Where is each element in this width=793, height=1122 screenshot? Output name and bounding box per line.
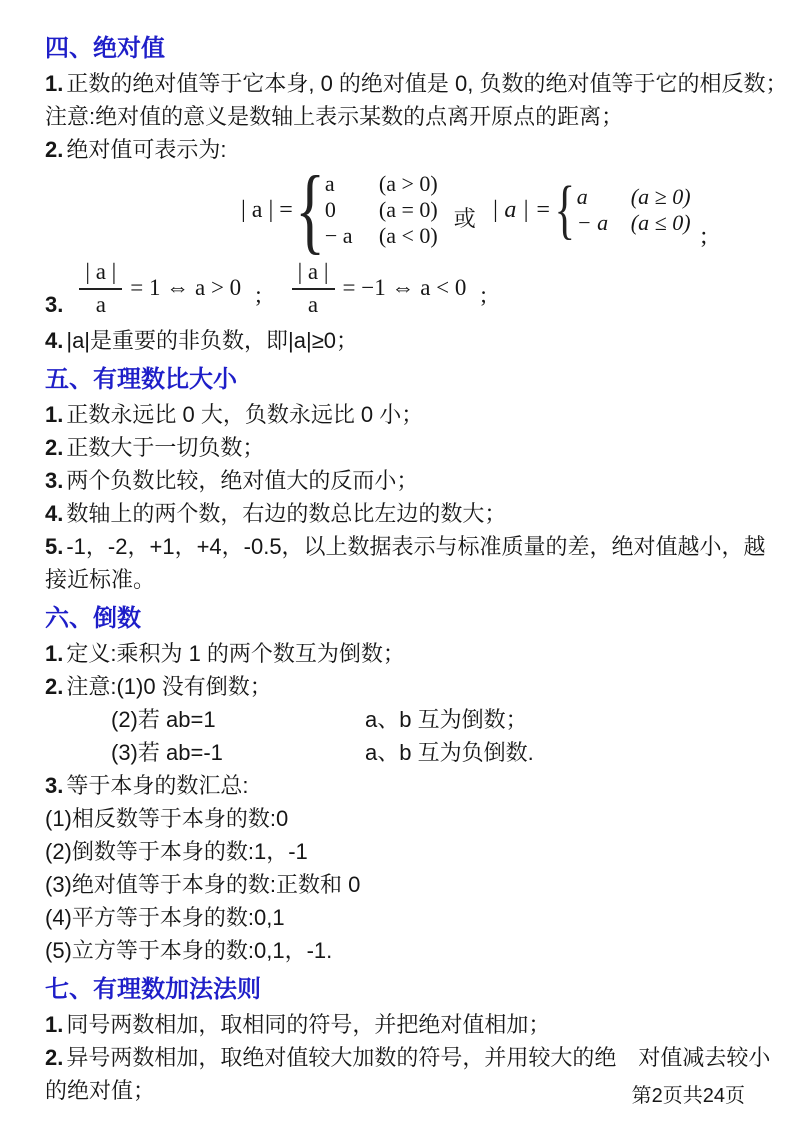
case-value: a [324,171,335,196]
condition-pair-row [45,703,785,736]
case-list [325,171,438,249]
item-number: 1. [45,402,64,427]
case-row [577,184,691,210]
condition-pair-row [45,736,785,769]
case-value: − a [576,210,609,235]
item-text: |a|是重要的非负数，即|a|≥0； [66,328,358,353]
case-list [577,184,691,236]
case-value: a [576,184,588,209]
fraction-rhs: = 1 ⇔ a > 0 [130,275,242,300]
text-line [45,398,785,431]
text-line [45,133,785,166]
item-text: 正数大于一切负数； [66,435,265,460]
case-condition: (a ≤ 0) [630,210,691,235]
text-line [45,464,785,497]
section-heading-absolute-value: 四、绝对值 [45,35,165,62]
item-number: 2. [45,674,64,699]
or-word: 或 [453,205,476,231]
pair-condition: (2)若 ab=1 [111,707,216,732]
item-text: 异号两数相加，取绝对值较大加数的符号，并用较大的绝 对值减去较小的绝对值； [45,1045,771,1103]
case-condition: (a = 0) [378,197,438,222]
item-number: 2. [45,1045,64,1070]
piecewise-2 [491,173,691,246]
text-line-note: 注意:绝对值的意义是数轴上表示某数的点离开原点的距离； [45,104,624,129]
section-heading-rational-compare: 五、有理数比大小 [45,366,237,393]
pair-result: a、b 互为负倒数. [365,740,534,765]
item-text: 同号两数相加，取相同的符号，并把绝对值相加； [66,1012,551,1037]
case-row [325,171,438,197]
text-line [45,670,785,703]
case-row [577,210,691,236]
case-row [325,223,438,249]
item-text: 注意:(1)0 没有倒数； [66,674,272,699]
text-line [45,324,785,357]
text-line: (2)倒数等于本身的数:1，-1 [45,839,308,864]
text-line [45,497,785,530]
abs-ratio-formula [45,258,785,318]
case-value: − a [324,223,353,248]
text-line: (4)平方等于本身的数:0,1 [45,905,285,930]
piecewise-1 [241,156,438,263]
left-brace: { [554,173,576,246]
text-line [45,637,785,670]
case-row [325,197,438,223]
section-heading-addition-rules: 七、有理数加法法则 [45,976,261,1003]
text-line: (1)相反数等于本身的数:0 [45,806,289,831]
section-heading-reciprocal: 六、倒数 [45,605,141,632]
item-text: 等于本身的数汇总: [66,773,249,798]
fraction-numerator: | a | [79,259,122,290]
item-text: 数轴上的两个数，右边的数总比左边的数大； [66,501,507,526]
item-number: 3. [45,292,64,317]
text-line: (5)立方等于本身的数:0,1，-1. [45,938,333,963]
text-line [45,67,788,100]
fraction-rhs: = −1 ⇔ a < 0 [342,275,467,300]
case-condition: (a ≥ 0) [630,184,691,209]
text-line [45,530,785,596]
item-number: 1. [45,1012,64,1037]
item-number: 3. [45,468,64,493]
page-number: 第2页共24页 [631,1085,745,1107]
fraction [79,259,122,318]
item-number: 2. [45,435,64,460]
item-number: 1. [45,641,64,666]
item-text: -1，-2，+1，+4，-0.5，以上数据表示与标准质量的差，绝对值越小，越接近标准。 [45,534,766,592]
text-line [45,1008,785,1041]
left-brace: { [294,156,325,263]
case-value: 0 [324,197,336,222]
case-condition: (a < 0) [378,223,438,248]
text-line: (3)绝对值等于本身的数:正数和 0 [45,872,361,897]
fraction-denominator: a [95,291,106,317]
item-number: 1. [45,71,64,96]
item-number: 5. [45,534,64,559]
text-line [45,769,785,802]
separator: ; [255,282,262,307]
case-condition: (a > 0) [378,171,438,196]
item-text: 正数永远比 0 大，负数永远比 0 小； [66,402,424,427]
fraction [292,259,335,318]
item-text: 定义:乘积为 1 的两个数互为倒数； [66,641,405,666]
item-number: 4. [45,328,64,353]
fraction-denominator: a [307,291,319,317]
formula-semicolon: ; [700,223,708,249]
text-line [45,431,785,464]
abs-lhs: | a | = [241,196,293,223]
item-text: 绝对值可表示为: [66,137,227,162]
item-number: 4. [45,501,64,526]
abs-piecewise-formula [241,156,785,263]
pair-condition: (3)若 ab=-1 [111,740,223,765]
pair-result: a、b 互为倒数； [365,707,528,732]
fraction-numerator: | a | [292,259,335,290]
item-number: 3. [45,773,64,798]
item-text: 两个负数比较，绝对值大的反而小； [66,468,419,493]
abs-lhs: | a | = [491,196,552,223]
item-text: 正数的绝对值等于它本身, 0 的绝对值是 0, 负数的绝对值等于它的相反数； [66,71,788,96]
item-number: 2. [45,137,64,162]
separator: ; [480,282,487,307]
